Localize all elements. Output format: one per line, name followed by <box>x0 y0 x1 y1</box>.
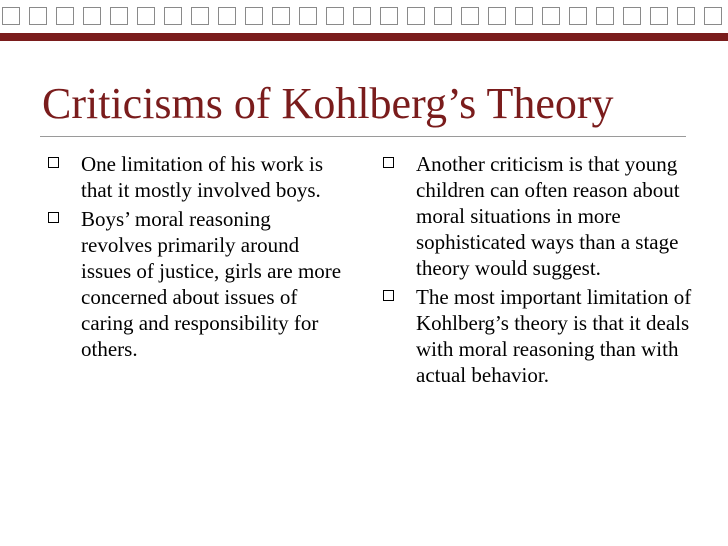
bullet-item <box>383 284 693 388</box>
bullet-text: The most important limitation of Kohlberg’s theory is that it deals with moral reasoning than with actual behavior. <box>416 285 692 387</box>
left-bullet-list <box>48 151 343 365</box>
pattern-square-icon <box>407 7 425 25</box>
decorative-header-band <box>0 0 728 44</box>
pattern-square-icon <box>380 7 398 25</box>
header-stripe <box>0 33 728 41</box>
square-bullet-icon <box>48 157 59 168</box>
square-bullet-icon <box>383 157 394 168</box>
bullet-text: Another criticism is that young children can often reason about moral situations in more sophisticated ways than a stage theory would suggest. <box>416 152 680 280</box>
pattern-square-icon <box>677 7 695 25</box>
square-bullet-icon <box>383 290 394 301</box>
title-divider <box>40 136 686 137</box>
pattern-square-icon <box>542 7 560 25</box>
pattern-square-icon <box>245 7 263 25</box>
square-pattern <box>0 0 728 32</box>
pattern-square-icon <box>56 7 74 25</box>
pattern-square-icon <box>326 7 344 25</box>
pattern-square-icon <box>704 7 722 25</box>
right-bullet-list <box>383 151 693 391</box>
pattern-square-icon <box>596 7 614 25</box>
pattern-square-icon <box>164 7 182 25</box>
pattern-square-icon <box>110 7 128 25</box>
pattern-square-icon <box>650 7 668 25</box>
pattern-square-icon <box>515 7 533 25</box>
pattern-square-icon <box>191 7 209 25</box>
pattern-square-icon <box>569 7 587 25</box>
pattern-square-icon <box>218 7 236 25</box>
square-bullet-icon <box>48 212 59 223</box>
bullet-item <box>48 151 343 203</box>
pattern-square-icon <box>137 7 155 25</box>
pattern-square-icon <box>353 7 371 25</box>
bullet-item <box>48 206 343 362</box>
pattern-square-icon <box>623 7 641 25</box>
pattern-square-icon <box>461 7 479 25</box>
pattern-square-icon <box>83 7 101 25</box>
pattern-square-icon <box>2 7 20 25</box>
pattern-square-icon <box>488 7 506 25</box>
pattern-square-icon <box>299 7 317 25</box>
pattern-square-icon <box>434 7 452 25</box>
bullet-text: One limitation of his work is that it mostly involved boys. <box>81 152 324 202</box>
bullet-text: Boys’ moral reasoning revolves primarily around issues of justice, girls are more concerned about issues of caring and responsibility for others. <box>81 207 342 361</box>
pattern-square-icon <box>29 7 47 25</box>
slide-title: Criticisms of Kohlberg’s Theory <box>42 79 614 128</box>
bullet-item <box>383 151 693 281</box>
pattern-square-icon <box>272 7 290 25</box>
